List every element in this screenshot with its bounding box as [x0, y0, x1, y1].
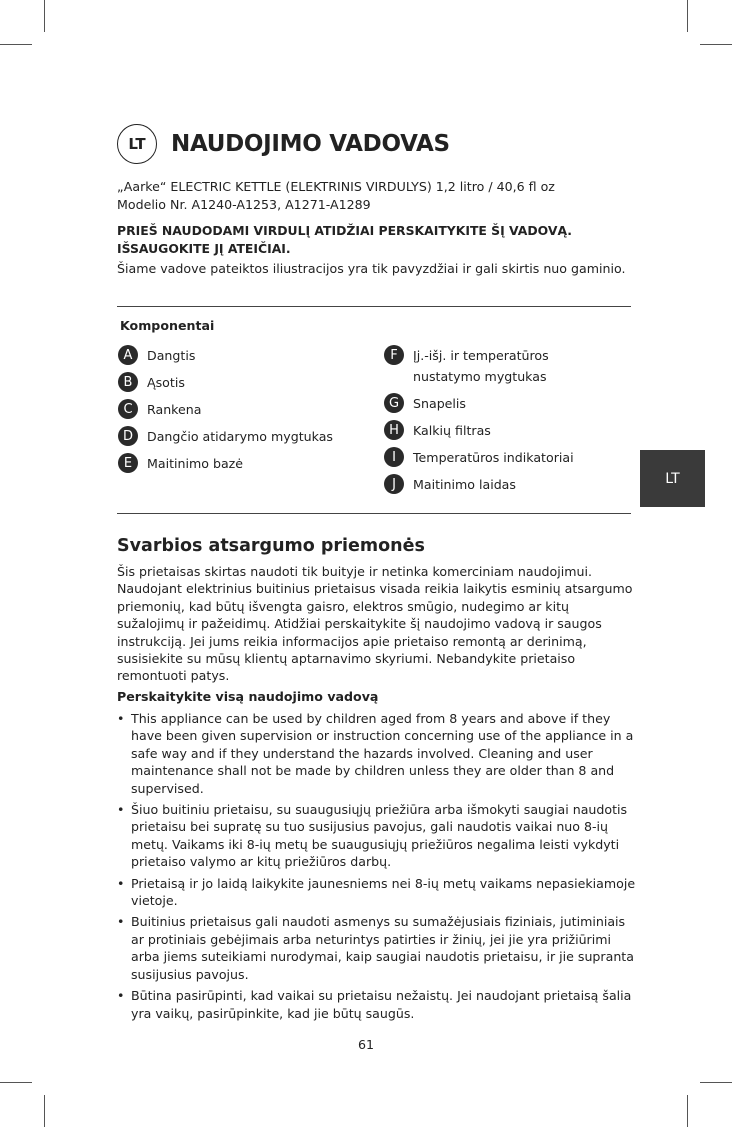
component-letter-badge: C: [118, 399, 138, 419]
product-line: „Aarke“ ELECTRIC KETTLE (ELEKTRINIS VIRDULYS) 1,2 litro / 40,6 fl oz: [117, 179, 555, 194]
component-label: Dangtis: [147, 348, 196, 363]
title-row: [117, 124, 450, 164]
divider-bottom: [117, 513, 631, 514]
crop-mark: [0, 1082, 32, 1083]
component-label: Įj.-išj. ir temperatūros nustatymo mygtukas: [413, 348, 549, 384]
component-item: [118, 345, 347, 366]
component-item: [384, 393, 613, 414]
component-letter-badge: H: [384, 420, 404, 440]
divider-top: [117, 306, 631, 307]
component-letter-badge: B: [118, 372, 138, 392]
component-label: Temperatūros indikatoriai: [413, 450, 574, 465]
component-label: Maitinimo laidas: [413, 477, 516, 492]
component-item: [384, 420, 613, 441]
crop-mark: [44, 1095, 45, 1127]
component-item: [118, 426, 347, 447]
page-number: 61: [357, 1037, 375, 1052]
component-label: Dangčio atidarymo mygtukas: [147, 429, 333, 444]
list-item: • This appliance can be used by children aged from 8 years and above if they have been given supervision or instruction concerning use of the appliance in a safe way and if they understand the hazards involved. Cleaning and user maintenance shall not be made by children unless they are older than 8 and supervised.: [117, 710, 637, 797]
read-manual-subheading: Perskaitykite visą naudojimo vadovą: [117, 689, 379, 704]
component-item: [384, 474, 613, 495]
component-letter-badge: A: [118, 345, 138, 365]
list-item: • Prietaisą ir jo laidą laikykite jaunesniems nei 8-ių metų vaikams nepasiekiamoje vietoje.: [117, 875, 637, 910]
component-label: Ąsotis: [147, 375, 185, 390]
components-title: Komponentai: [120, 318, 215, 333]
component-label: Maitinimo bazė: [147, 456, 244, 471]
crop-mark: [700, 1082, 732, 1083]
component-item: [118, 453, 347, 474]
crop-mark: [0, 44, 32, 45]
component-label: Kalkių filtras: [413, 423, 491, 438]
component-letter-badge: D: [118, 426, 138, 446]
list-item: • Buitinius prietaisus gali naudoti asmenys su sumažėjusiais fiziniais, jutiminiais ar protiniais gebėjimais arba neturintys patirties ir žinių, jei jie yra prižiūrimi arba jiems suteikiami nurodymai, kaip saugiai naudotis prietaisu, ir jie supranta susijusius pavojus.: [117, 913, 637, 983]
component-letter-badge: G: [384, 393, 404, 413]
safety-heading: Svarbios atsargumo priemonės: [117, 536, 425, 556]
component-item: [118, 372, 347, 393]
model-line: Modelio Nr. A1240-A1253, A1271-A1289: [117, 197, 371, 212]
component-letter-badge: F: [384, 345, 404, 365]
intro-section: [117, 178, 637, 278]
component-letter-badge: J: [384, 474, 404, 494]
crop-mark: [687, 1095, 688, 1127]
safety-bullet-list: [117, 710, 637, 1026]
page-title: NAUDOJIMO VADOVAS: [171, 131, 450, 157]
language-badge: LT: [117, 124, 157, 164]
component-item: [384, 447, 613, 468]
component-letter-badge: E: [118, 453, 138, 473]
illustration-note: Šiame vadove pateiktos iliustracijos yra tik pavyzdžiai ir gali skirtis nuo gaminio.: [117, 261, 626, 276]
language-side-tab: LT: [640, 450, 705, 507]
list-item: • Šiuo buitiniu prietaisu, su suaugusiųjų priežiūra arba išmokyti saugiai naudotis prietaisu bei supratę su tuo susijusius pavojus, gali naudotis vaikai nuo 8-ių metų. Vaikams iki 8-ių metų be suaugusiųjų priežiūros negalima leisti vykdyti prietaiso valymo ar kitų priežiūros darbų.: [117, 801, 637, 871]
components-right-column: [384, 345, 613, 501]
crop-mark: [44, 0, 45, 32]
safety-paragraph: Šis prietaisas skirtas naudoti tik buityje ir netinka komerciniam naudojimui. Naudojant elektrinius buitinius prietaisus visada reikia laikytis esminių atsargumo priemonių, kad būtų išvengta gaisro, elektros smūgio, nudegimo ar kitų sužalojimų ir pažeidimų. Atidžiai perskaitykite šį naudojimo vadovą ir saugos instrukciją. Jei jums reikia informacijos apie prietaiso remontą ar derinimą, susisiekite su mūsų klientų aptarnavimo skyriumi. Nebandykite prietaiso remontuoti patys.: [117, 564, 633, 684]
component-label: Rankena: [147, 402, 202, 417]
crop-mark: [687, 0, 688, 32]
components-left-column: [118, 345, 347, 480]
safety-paragraph-block: [117, 563, 635, 685]
component-item: [384, 345, 613, 387]
warning-text: PRIEŠ NAUDODAMI VIRDULĮ ATIDŽIAI PERSKAITYKITE ŠĮ VADOVĄ. IŠSAUGOKITE JĮ ATEIČIAI.: [117, 223, 572, 256]
crop-mark: [700, 44, 732, 45]
component-letter-badge: I: [384, 447, 404, 467]
component-item: [118, 399, 347, 420]
list-item: • Būtina pasirūpinti, kad vaikai su prietaisu nežaistų. Jei naudojant prietaisą šalia yra vaikų, pasirūpinkite, kad jie būtų saugūs.: [117, 987, 637, 1022]
component-label: Snapelis: [413, 396, 466, 411]
